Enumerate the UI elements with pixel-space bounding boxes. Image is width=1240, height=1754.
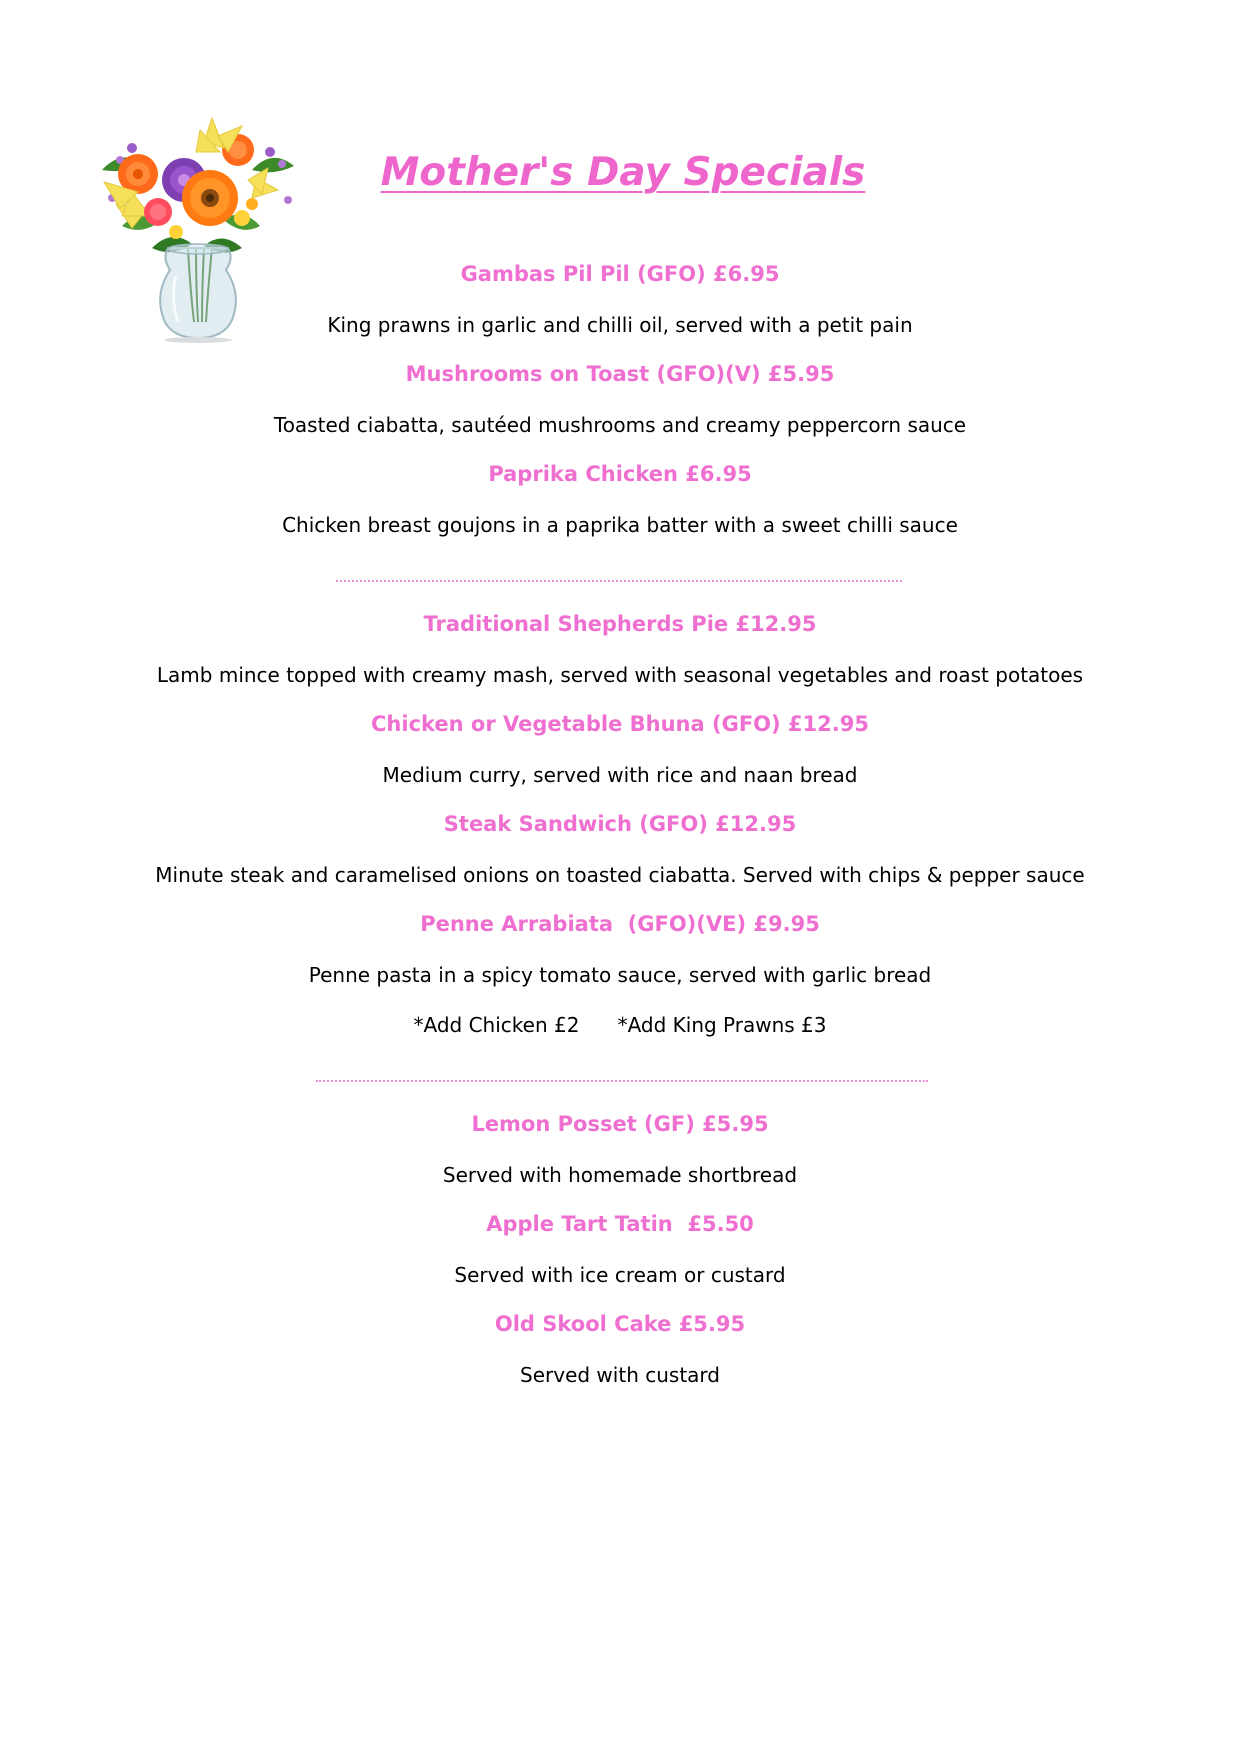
menu-item-name: Paprika Chicken £6.95 — [488, 462, 752, 486]
section-divider — [316, 1080, 928, 1082]
menu-item-name: Traditional Shepherds Pie £12.95 — [423, 612, 817, 636]
menu-item-name: Apple Tart Tatin £5.50 — [486, 1212, 754, 1236]
menu-item-description: Served with ice cream or custard — [454, 1263, 786, 1287]
menu-item-description: Chicken breast goujons in a paprika batter with a sweet chilli sauce — [282, 513, 958, 537]
menu-item-name: Gambas Pil Pil (GFO) £6.95 — [460, 262, 780, 286]
menu-item-name: Old Skool Cake £5.95 — [494, 1312, 746, 1336]
menu-item-description: Served with homemade shortbread — [442, 1163, 798, 1187]
extras-note: *Add Chicken £2 *Add King Prawns £3 — [413, 1013, 827, 1037]
menu-item-description: Penne pasta in a spicy tomato sauce, served with garlic bread — [308, 963, 932, 987]
flower-bouquet-image — [92, 108, 304, 344]
section-divider — [336, 580, 902, 582]
menu-item-description: Lamb mince topped with creamy mash, served with seasonal vegetables and roast potatoes — [156, 663, 1084, 687]
page-title: Mother's Day Specials — [380, 150, 866, 195]
menu-item-name: Mushrooms on Toast (GFO)(V) £5.95 — [405, 362, 835, 386]
menu-item-description: Minute steak and caramelised onions on toasted ciabatta. Served with chips & pepper sauce — [155, 863, 1085, 887]
menu-item-name: Steak Sandwich (GFO) £12.95 — [443, 812, 797, 836]
menu-item-name: Chicken or Vegetable Bhuna (GFO) £12.95 — [371, 712, 869, 736]
menu-item-description: Served with custard — [520, 1363, 720, 1387]
menu-item-description: King prawns in garlic and chilli oil, served with a petit pain — [327, 313, 913, 337]
menu-item-description: Medium curry, served with rice and naan bread — [382, 763, 858, 787]
menu-item-description: Toasted ciabatta, sautéed mushrooms and creamy peppercorn sauce — [273, 413, 967, 437]
menu-item-name: Lemon Posset (GF) £5.95 — [471, 1112, 769, 1136]
menu-item-name: Penne Arrabiata (GFO)(VE) £9.95 — [420, 912, 820, 936]
